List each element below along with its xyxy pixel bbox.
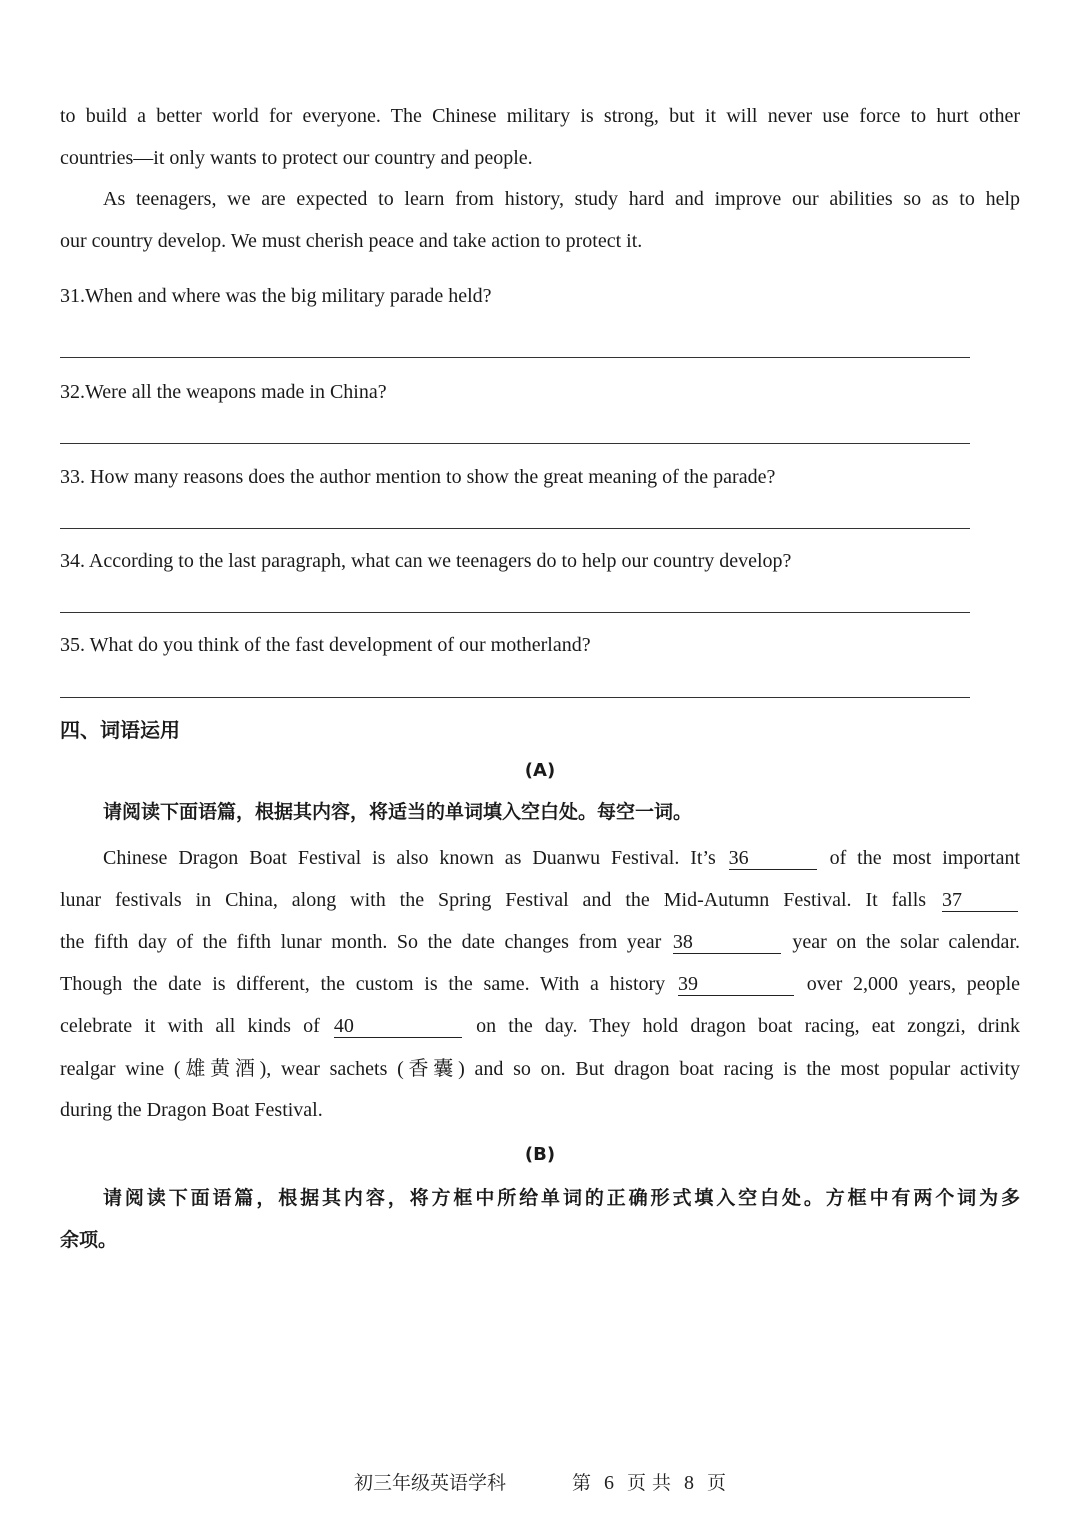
- footer-page-number: 6: [603, 1472, 614, 1494]
- part-a-label: (A): [524, 760, 556, 781]
- cloze-text: year on the solar calendar.: [792, 931, 1020, 953]
- answer-line-32[interactable]: [60, 443, 970, 444]
- cloze-text: celebrate it with all kinds of: [60, 1015, 320, 1037]
- answer-line-31[interactable]: [60, 357, 970, 358]
- footer-page-suffix: 页: [707, 1472, 727, 1494]
- footer-page-mid: 页 共: [626, 1472, 672, 1494]
- part-b-instruction: 请阅读下面语篇，根据其内容，将方框中所给单词的正确形式填入空白处。方框中有两个词为多: [103, 1187, 1020, 1209]
- part-b-instruction: 余项。: [60, 1229, 118, 1251]
- cloze-line: during the Dragon Boat Festival.: [60, 1099, 323, 1121]
- blank-37[interactable]: 37: [942, 889, 1018, 912]
- cloze-line: [60, 1014, 1020, 1038]
- cloze-text: Though the date is different, the custom is the same. With a history: [60, 973, 666, 995]
- question-32: 32.Were all the weapons made in China?: [60, 381, 387, 403]
- cloze-text: on the day. They hold dragon boat racing, eat zongzi, drink: [476, 1015, 1021, 1037]
- footer-page-total: 8: [684, 1472, 695, 1494]
- answer-line-34[interactable]: [60, 612, 970, 613]
- answer-line-35[interactable]: [60, 697, 970, 698]
- page-footer: [0, 1468, 1080, 1495]
- cloze-text: Chinese Dragon Boat Festival is also known as Duanwu Festival. It’s: [103, 847, 716, 869]
- question-34: 34. According to the last paragraph, what can we teenagers do to help our country develop?: [60, 550, 792, 572]
- blank-38[interactable]: 38: [673, 931, 781, 954]
- part-b-label: (B): [524, 1144, 556, 1165]
- cloze-text: lunar festivals in China, along with the Spring Festival and the Mid-Autumn Festival. It falls: [60, 889, 927, 911]
- blank-40[interactable]: 40: [334, 1015, 462, 1038]
- passage-line: our country develop. We must cherish peace and take action to protect it.: [60, 230, 643, 252]
- footer-page-prefix: 第: [571, 1472, 591, 1494]
- passage-line: countries—it only wants to protect our country and people.: [60, 147, 533, 169]
- cloze-line: [60, 888, 1020, 912]
- cloze-line: [60, 972, 1020, 996]
- cloze-text: the fifth day of the fifth lunar month. So the date changes from year: [60, 931, 662, 953]
- blank-39[interactable]: 39: [678, 973, 794, 996]
- part-a-instruction: 请阅读下面语篇，根据其内容，将适当的单词填入空白处。每空一词。: [103, 801, 693, 823]
- cloze-text: ), wear sachets (: [259, 1058, 404, 1080]
- question-31: 31.When and where was the big military parade held?: [60, 285, 492, 307]
- cloze-text: over 2,000 years, people: [806, 973, 1021, 995]
- passage-line: As teenagers, we are expected to learn from history, study hard and improve our abilities so as to help: [103, 188, 1020, 210]
- cloze-gloss: 香囊: [403, 1056, 459, 1080]
- answer-line-33[interactable]: [60, 528, 970, 529]
- blank-36[interactable]: 36: [729, 847, 817, 870]
- cloze-line: [103, 846, 1020, 870]
- section-title: 四、词语运用: [60, 718, 180, 742]
- cloze-line: [60, 1056, 1020, 1081]
- question-33: 33. How many reasons does the author mention to show the great meaning of the parade?: [60, 466, 776, 488]
- cloze-text: ) and so on. But dragon boat racing is the most popular activity: [458, 1058, 1021, 1080]
- cloze-text: realgar wine (: [60, 1058, 181, 1080]
- cloze-line: [60, 930, 1020, 954]
- footer-subject: 初三年级英语学科: [353, 1472, 506, 1494]
- cloze-gloss: 雄黄酒: [180, 1056, 260, 1080]
- cloze-text: of the most important: [829, 847, 1021, 869]
- passage-line: to build a better world for everyone. The Chinese military is strong, but it will never use force to hurt other: [60, 105, 1020, 127]
- question-35: 35. What do you think of the fast development of our motherland?: [60, 634, 591, 656]
